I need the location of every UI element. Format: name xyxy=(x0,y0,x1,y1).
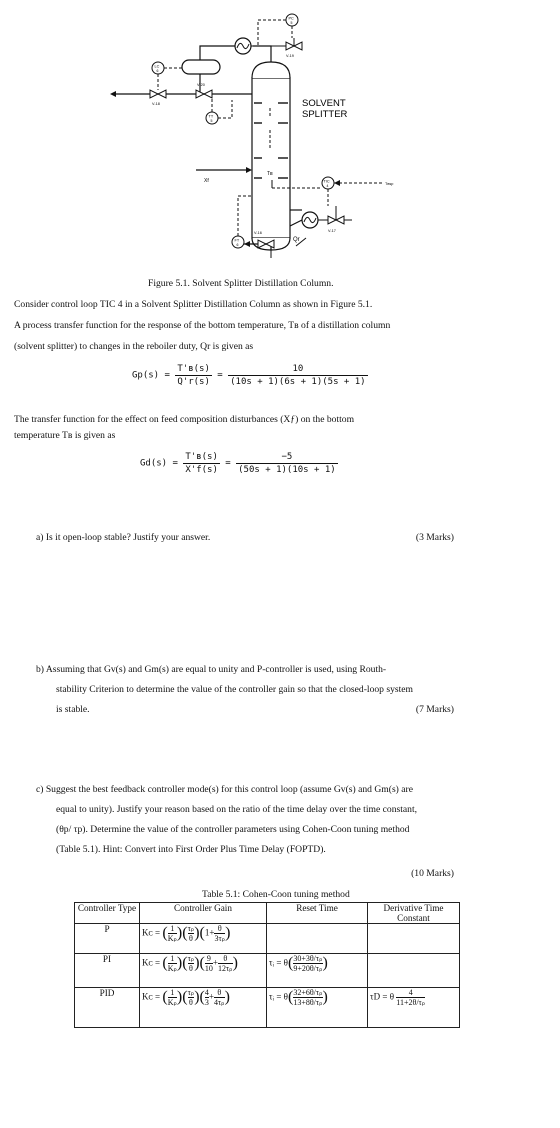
question-b-line-2: stability Criterion to determine the value of the controller gain so that the closed-loop system xyxy=(56,684,414,695)
row-p-gain: Kᴄ = ( $\frac{1}{\text{Kₚ}}$)( $\frac{\text{τₚ}}{\theta})(1+$ $\frac{\theta}{\text{3τₚ}}$) xyxy=(140,924,267,954)
pi-ti: τᵢ = θ xyxy=(269,957,288,968)
distillate-arrow xyxy=(110,91,116,97)
pi-b: Kₚ xyxy=(167,964,177,973)
pi-plus: + xyxy=(212,957,218,968)
pid-f: 3 xyxy=(204,998,209,1007)
valve-v17[interactable] xyxy=(328,216,336,224)
pid-c: τₚ xyxy=(187,988,195,997)
reflux-drum xyxy=(182,60,220,74)
table-title: Table 5.1: Cohen-Coon tuning method xyxy=(202,889,350,900)
disturbance-line-2: temperature Tʙ is given as xyxy=(14,430,116,441)
distillation-column-diagram xyxy=(0,0,560,260)
pc-label: PC xyxy=(288,16,294,21)
pi-kc: Kᴄ = xyxy=(142,957,161,968)
question-b-line-3-text: is stable. xyxy=(56,704,90,715)
eq1-den1: Q'r(s) xyxy=(177,377,210,387)
pid-b: Kₚ xyxy=(167,998,177,1007)
row-pi-reset: τᵢ = θ( $\frac{\text{30+3θ/τₚ}}{\text{9+20θ/τₚ}}$) xyxy=(267,954,368,988)
xf-label: Xf xyxy=(204,178,209,184)
row-pid-reset: τᵢ = θ( $\frac{\text{32+6θ/τₚ}}{\text{13+8θ/τₚ}}$) xyxy=(267,988,368,1028)
row-pid-gain: Kᴄ = ( $\frac{1}{\text{Kₚ}}$)( $\frac{\text{τₚ}}{\theta}$)( $\frac{4}{3}+$ $\frac{\theta}{\text{4τₚ}}$) xyxy=(140,988,267,1028)
splitter-label: SPLITTER xyxy=(302,109,348,120)
eq2-lhs: Gd(s) = xyxy=(140,458,178,469)
eq1-equals: = xyxy=(217,370,223,381)
pid-ti: τᵢ = θ xyxy=(269,991,288,1002)
cohen-coon-table xyxy=(74,902,460,1028)
question-c-line-1: c) Suggest the best feedback controller mode(s) for this control loop (assume Gv(s) and Gm(s) are xyxy=(36,784,413,795)
row-p-deriv xyxy=(368,924,460,954)
pi-c: τₚ xyxy=(187,954,195,963)
pid-deriv-num: 4 xyxy=(396,988,425,998)
table-header-row xyxy=(75,903,460,924)
p-f: 3τₚ xyxy=(214,934,226,943)
p-b: Kₚ xyxy=(167,934,177,943)
table-row-pid xyxy=(75,988,460,1028)
row-pi-deriv xyxy=(368,954,460,988)
question-b-line-3 xyxy=(36,700,454,720)
qr-label: Qr xyxy=(293,237,300,243)
header-controller-gain: Controller Gain xyxy=(140,903,267,924)
pid-reset-num: 32+6θ/τₚ xyxy=(293,988,323,997)
p-a: 1 xyxy=(168,924,177,934)
setpoint-arrow xyxy=(334,180,340,186)
eq2-num2: −5 xyxy=(236,452,338,464)
v17-label: V-17 xyxy=(328,229,336,233)
pid-td: τD = θ xyxy=(370,991,395,1002)
disturbance-text xyxy=(14,412,446,444)
tsep-label: Tʙsp xyxy=(385,182,394,186)
valve-v19[interactable] xyxy=(286,42,294,50)
question-a xyxy=(36,528,454,548)
row-p-reset xyxy=(267,924,368,954)
question-a-marks: (3 Marks) xyxy=(415,532,454,543)
pi-d: θ xyxy=(188,964,193,973)
pi-a: 1 xyxy=(168,954,177,964)
pid-d: θ xyxy=(188,998,193,1007)
process-transfer-function xyxy=(132,364,368,387)
question-c-line-4: (Table 5.1). Hint: Convert into First Order Plus Time Delay (FOPTD). xyxy=(56,844,326,855)
tt-label: TT xyxy=(208,114,214,119)
eq1-den2: (10s + 1)(6s + 1)(5s + 1) xyxy=(230,377,366,387)
bottoms-arrow xyxy=(244,241,250,247)
ft-sub-label: 6 xyxy=(236,243,239,247)
v18-label: V-18 xyxy=(152,102,160,106)
question-c xyxy=(36,780,454,884)
lc-label: LC xyxy=(154,64,160,69)
intro-line-3: (solvent splitter) to changes in the reboiler duty, Qr is given as xyxy=(14,341,254,352)
intro-text xyxy=(14,294,446,357)
pid-a: 1 xyxy=(168,988,177,998)
eq2-equals: = xyxy=(225,458,231,469)
disturbance-transfer-function xyxy=(140,452,338,475)
pi-f: 10 xyxy=(204,964,213,973)
header-derivative-time: Derivative Time Constant xyxy=(368,903,460,924)
pi-reset-num: 30+3θ/τₚ xyxy=(293,954,323,963)
question-c-line-3: (θp/ τp). Determine the value of the controller parameters using Cohen-Coon tuning method xyxy=(56,824,410,835)
table-row-p xyxy=(75,924,460,954)
pi-g: θ xyxy=(218,954,233,964)
disturbance-line-1: The transfer function for the effect on feed composition disturbances (Xƒ) on the bottom xyxy=(14,414,355,425)
pid-plus: + xyxy=(208,991,214,1002)
question-b-line-1: b) Assuming that Gv(s) and Gm(s) are equal to unity and P-controller is used, using Routh- xyxy=(36,664,387,675)
table-row-pi xyxy=(75,954,460,988)
header-reset-time: Reset Time xyxy=(267,903,368,924)
p-e: θ xyxy=(214,924,225,934)
p-c: τₚ xyxy=(187,924,195,933)
eq2-den2: (50s + 1)(10s + 1) xyxy=(238,465,336,475)
intro-line-1: Consider control loop TIC 4 in a Solvent Splitter Distillation Column as shown in Figure 5.1. xyxy=(14,299,373,310)
pc-sub-label: 5 xyxy=(290,21,293,25)
pid-deriv-den: 11+2θ/τₚ xyxy=(396,998,426,1007)
question-c-line-2: equal to unity). Justify your reason based on the ratio of the time delay over the time constant, xyxy=(56,804,418,815)
lc-sub-label: 6 xyxy=(156,69,159,73)
p-d: θ xyxy=(188,934,193,943)
p-plus: 1+ xyxy=(204,927,215,938)
pi-e: 9 xyxy=(206,954,211,963)
pid-h: 4τₚ xyxy=(213,998,225,1007)
row-p-type: P xyxy=(75,924,140,954)
pid-g: θ xyxy=(214,988,225,998)
row-pi-type: PI xyxy=(75,954,140,988)
question-b xyxy=(36,660,454,720)
row-pid-deriv xyxy=(368,988,460,1028)
eq1-num1: T'ʙ(s) xyxy=(177,364,210,374)
eq1-lhs: Gp(s) = xyxy=(132,370,170,381)
v16-label: V-16 xyxy=(254,231,262,235)
question-a-text: a) Is it open-loop stable? Justify your answer. xyxy=(36,532,211,543)
v20-label: V-20 xyxy=(197,83,205,87)
eq2-num1: T'ʙ(s) xyxy=(185,452,218,462)
feed-arrow xyxy=(246,167,252,173)
eq2-den1: X'f(s) xyxy=(185,465,218,475)
pi-h: 12τₚ xyxy=(217,964,233,973)
tic-sub-label: 4 xyxy=(326,184,329,188)
pid-e: 4 xyxy=(204,988,209,997)
p-kc: Kᴄ = xyxy=(142,927,161,938)
column-top-cap xyxy=(252,62,290,78)
intro-line-2: A process transfer function for the response of the bottom temperature, Tʙ of a distillation column xyxy=(14,320,391,331)
row-pi-gain: Kᴄ = ( $\frac{1}{\text{Kₚ}}$)( $\frac{\text{τₚ}}{\theta}$)( $\frac{9}{10}+$ $\frac{\theta}{\text{12τₚ}}$) xyxy=(140,954,267,988)
tt-sub-label: 5 xyxy=(210,119,213,123)
question-c-marks-row xyxy=(36,864,454,884)
figure-caption: Figure 5.1. Solvent Splitter Distillation Column. xyxy=(148,278,334,289)
eq1-num2: 10 xyxy=(228,364,367,376)
question-c-marks: (10 Marks) xyxy=(411,868,454,879)
pid-reset-den: 13+8θ/τₚ xyxy=(293,998,323,1007)
solvent-label: SOLVENT xyxy=(302,98,346,109)
pi-reset-den: 9+20θ/τₚ xyxy=(293,964,323,973)
question-b-marks: (7 Marks) xyxy=(415,704,454,715)
header-controller-type: Controller Type xyxy=(75,903,140,924)
row-pid-type: PID xyxy=(75,988,140,1028)
tb-label: Tʙ xyxy=(267,171,273,177)
valve-v18[interactable] xyxy=(150,90,158,98)
v19-label: V-19 xyxy=(286,54,294,58)
ft-label: FT xyxy=(234,238,240,243)
tic-label: TIC xyxy=(323,179,330,184)
pid-kc: Kᴄ = xyxy=(142,991,161,1002)
